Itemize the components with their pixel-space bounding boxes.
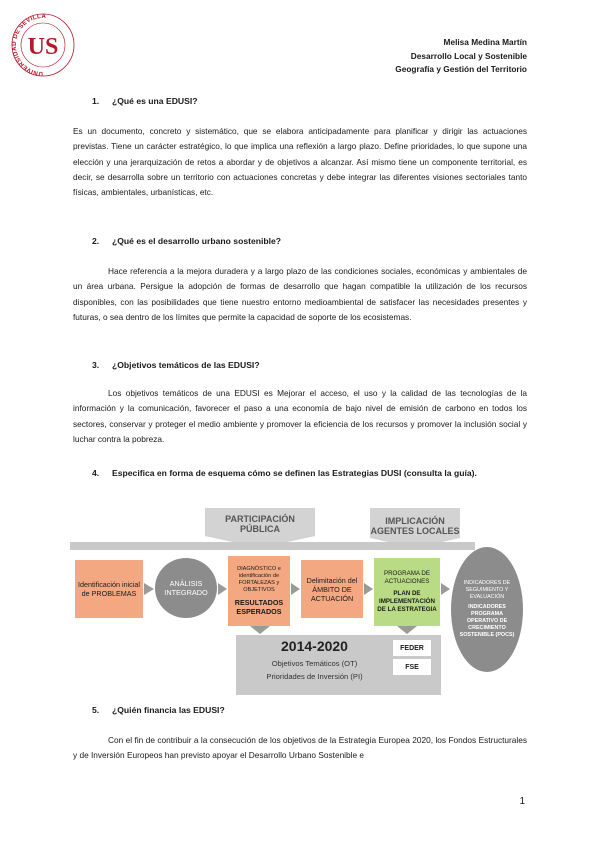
paragraph-3: Los objetivos temáticos de una EDUSI es Mejorar el acceso, el uso y la calidad de las tecnologías de la información y la comunicación, favorecer el paso a una economía de bajo nivel de emisión de carbono en todos los sectores, conservar y proteger el medio ambiente y promover la eficiencia de los recursos y promover la inclusión social y luchar contra la pobreza. bbox=[73, 388, 527, 444]
ot-label: Objetivos Temáticos (OT) bbox=[271, 659, 358, 668]
box-resultados: DIAGNÓSTICO e identificación de FORTALEZAS y OBJETIVOS RESULTADOS ESPERADOS bbox=[228, 556, 290, 626]
paragraph-5: Con el fin de contribuir a la consecución de los objetivos de la Estrategia Europea 2020, los Fondos Estructurales y de Inversión Europeos han previsto apoyar el Desarrollo Urbano Sostenible e bbox=[73, 735, 527, 761]
page-number: 1 bbox=[519, 796, 525, 807]
edusi-diagram bbox=[70, 492, 525, 697]
subject-name: Desarrollo Local y Sostenible bbox=[410, 50, 527, 61]
feder-badge: FEDER bbox=[393, 640, 431, 656]
arrow-down-icon bbox=[250, 626, 270, 634]
box-problemas: Identificación inicial de PROBLEMAS bbox=[75, 560, 143, 618]
question-1: 1. ¿Qué es una EDUSI? bbox=[92, 96, 198, 106]
logo-ring-text: UNIVERSIDAD DE SEVILLA bbox=[10, 12, 47, 78]
top-band bbox=[70, 542, 475, 550]
fse-badge: FSE bbox=[393, 659, 431, 675]
paragraph-2: Hace referencia a la mejora duradera y a largo plazo de las condiciones sociales, económicas y ambientales de un área urbana. Persigue la adopción de formas de desarrollo que hagan compatible la utilización de los recursos disponibles, con las posibilidades que tiene nuestro entorno medioambiental de satisfacer las necesidades presentes y futuras, o sea dentro de los límites que permite la capacidad de soporte de los ecosistemas. bbox=[73, 266, 527, 322]
arrow-right-icon bbox=[218, 583, 227, 595]
box-plan: PROGRAMA DE ACTUACIONES PLAN DE IMPLEMENTACIÓN DE LA ESTRATEGIA bbox=[374, 558, 440, 626]
question-3: 3. ¿Objetivos temáticos de las EDUSI? bbox=[92, 360, 260, 370]
arrow-right-icon bbox=[364, 583, 373, 595]
participacion-label: PARTICIPACIÓN PÚBLICA bbox=[225, 514, 295, 534]
period-label: 2014-2020 bbox=[281, 638, 348, 654]
question-2: 2. ¿Qué es el desarrollo urbano sostenible? bbox=[92, 236, 282, 246]
pi-label: Prioridades de Inversión (PI) bbox=[266, 672, 363, 681]
university-logo bbox=[10, 12, 76, 78]
implicacion-label: IMPLICACIÓN AGENTES LOCALES bbox=[370, 516, 460, 536]
question-4: 4. Especifica en forma de esquema cómo se definen las Estrategias DUSI (consulta la guía). bbox=[92, 468, 477, 478]
arrow-down-icon bbox=[397, 626, 417, 634]
ellipse-indicadores: INDICADORES DE SEGUIMIENTO Y EVALUACIÓN INDICADORES PROGRAMA OPERATIVO DE CRECIMIENTO SOSTENIBLE (POCS) bbox=[451, 547, 523, 672]
arrow-right-icon bbox=[441, 583, 450, 595]
arrow-right-icon bbox=[291, 583, 300, 595]
question-5: 5. ¿Quién financia las EDUSI? bbox=[92, 705, 225, 715]
paragraph-1: Es un documento, concreto y sistemático, que se elabora anticipadamente para planificar y dirigir las actuaciones previstas. Tiene un carácter estratégico, lo que implica una reflexión a largo plazo. Define prioridades, lo que supone una elección y una jerarquización de retos a abordar y de objetivos a alcanzar. Así mismo tiene un componente territorial, es decir, se desarrolla sobre un territorio con actuaciones concretas y debe integrar las diferentes visiones sectoriales tanto físicas, ambientales, urbanísticas, etc. bbox=[73, 126, 527, 198]
logo-monogram: US bbox=[27, 34, 59, 60]
author-name: Melisa Medina Martín bbox=[443, 37, 527, 47]
author-block bbox=[395, 36, 527, 77]
arrow-right-icon bbox=[144, 583, 154, 595]
circle-analisis: ANÁLISIS INTEGRADO bbox=[155, 558, 217, 618]
course-name: Geografía y Gestión del Territorio bbox=[395, 64, 527, 74]
box-ambito: Delimitación del ÁMBITO DE ACTUACIÓN bbox=[301, 560, 363, 618]
